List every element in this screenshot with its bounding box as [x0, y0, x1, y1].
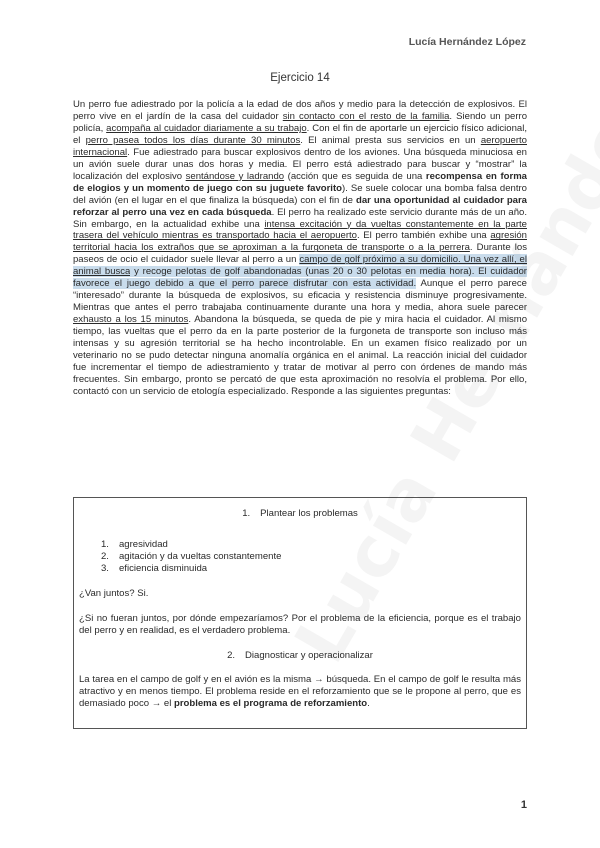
body-text: . El animal presta sus servicios en un	[300, 134, 481, 146]
bold-text: problema es el programa de reforzamiento	[174, 698, 368, 710]
document-author: Lucía Hernández López	[408, 36, 526, 48]
underlined-text: sin contacto con el resto de la familia	[282, 110, 450, 122]
body-text: . Durante los paseos de ocio el cuidador suele llevar al perro a un	[73, 242, 527, 266]
body-text: . Con el fin de aportarle un ejercicio físico adicional, el	[73, 122, 527, 146]
diagnosis-text: La tarea en el campo de golf y en el avión es la misma → búsqueda. En el campo de golf le resulta más atractivo y en menos tiempo. El problema reside en el reforzamiento que se le propone al perro, que es demasiado poco → el problema es el programa de reforzamiento.	[79, 674, 521, 710]
body-text: Un perro fue adiestrado por la policía a la edad de dos años y medio para la detección de explosivos. El perro vive en el jardín de la casa del cuidador	[73, 99, 527, 122]
answer-text: ¿Si no fueran juntos, por dónde empezaríamos? Por el problema de la eficiencia, porque es el trabajo del perro y en realidad, es el verdadero problema.	[79, 613, 521, 637]
section-heading-2	[79, 650, 521, 661]
highlighted-text: campo de golf próximo a su domicilio. Una vez allí, el animal busca	[73, 254, 527, 278]
underlined-text: aeropuerto internacional	[73, 134, 527, 158]
underlined-text: acompaña al cuidador diariamente a su trabajo	[106, 122, 307, 134]
section-number: 2.	[227, 650, 236, 662]
page-number: 1	[520, 799, 527, 811]
highlighted-text: y recoge pelotas de golf abandonadas (unas 20 o 30 pelotas en media hora). El cuidador favorece el juego debido a que el perro parece disfrutar con esta actividad.	[73, 266, 527, 290]
underlined-text: agresión territorial hacia los extraños que se aproximan a la furgoneta de transporte o a la perrera	[73, 230, 527, 254]
question-text: ¿Van juntos? Si.	[79, 588, 149, 599]
list-item: 2. agitación y da vueltas constantemente	[101, 551, 282, 562]
section-heading-1	[79, 508, 521, 519]
section-title: Plantear los problemas	[260, 508, 358, 519]
problem-list	[79, 539, 521, 575]
exercise-title: Ejercicio 14	[270, 72, 330, 84]
bold-text: recompensa en forma de elogios y un momento de juego con su juguete favorito	[73, 170, 527, 194]
underlined-text: perro pasea todos los días durante 30 minutos	[85, 134, 301, 146]
list-item: 3. eficiencia disminuida	[101, 563, 208, 574]
body-text: . Fue adiestrado para buscar explosivos dentro de los aviones. Una búsqueda minuciosa en un avión suele durar unas dos horas y media. El perro está adiestrado para buscar y “mostrar” la localización del explosivo	[73, 146, 527, 182]
body-text: ). Se suele colocar una bomba falsa dentro del avión (en el lugar en el que finaliza la búsqueda) con el fin de	[73, 182, 527, 206]
body-text: . Siendo un perro policía,	[73, 110, 528, 134]
underlined-text: exhausto a los 15 minutos	[73, 314, 189, 326]
underlined-text: intensa excitación y da vueltas constantemente en la parte trasera del vehículo mientras es transportado hacia el aeropuerto	[73, 218, 527, 242]
section-number: 1.	[242, 508, 251, 519]
body-text: . Abandona la búsqueda, se queda de pie y mira hacia el cuidador. Al mismo tiempo, las vueltas que el perro da en la parte posterior de la furgoneta de transporte son incluso más intensas y su agresión territorial se ha hecho incontrolable. En un examen físico realizado por un veterinario no se pudo detectar ninguna anomalía orgánica en el animal. La reacción inicial del cuidador fue incrementar el tiempo de adiestramiento y tratar de motivar al perro con órdenes de mando más frecuentes. Sin embargo, pronto se percató de que esta aproximación no resolvía el problema. Por ello, contactó con un servicio de etología especializado. Responde a las siguientes preguntas:	[73, 314, 528, 397]
section-title: Diagnosticar y operacionalizar	[245, 650, 373, 662]
underlined-text: sentándose y ladrando	[185, 170, 285, 182]
case-description	[73, 99, 527, 398]
body-text: . El perro también exhibe una	[356, 230, 491, 242]
bold-text: dar una oportunidad al cuidador para reforzar al perro una vez en cada búsqueda	[73, 194, 527, 218]
body-text: (acción que es seguida de una	[284, 170, 426, 182]
body-text: . El perro ha realizado este servicio durante más de un año. Sin embargo, en la actualidad exhibe una	[73, 206, 527, 230]
list-item: 1. agresividad	[101, 539, 168, 550]
answer-box	[73, 497, 527, 729]
body-text: Aunque el perro parece “interesado” durante la búsqueda de explosivos, su eficacia y resistencia disminuye progresivamente. Mientras que antes el perro trabajaba continuamente durante una hora y media, ahora suele parecer	[73, 278, 527, 314]
